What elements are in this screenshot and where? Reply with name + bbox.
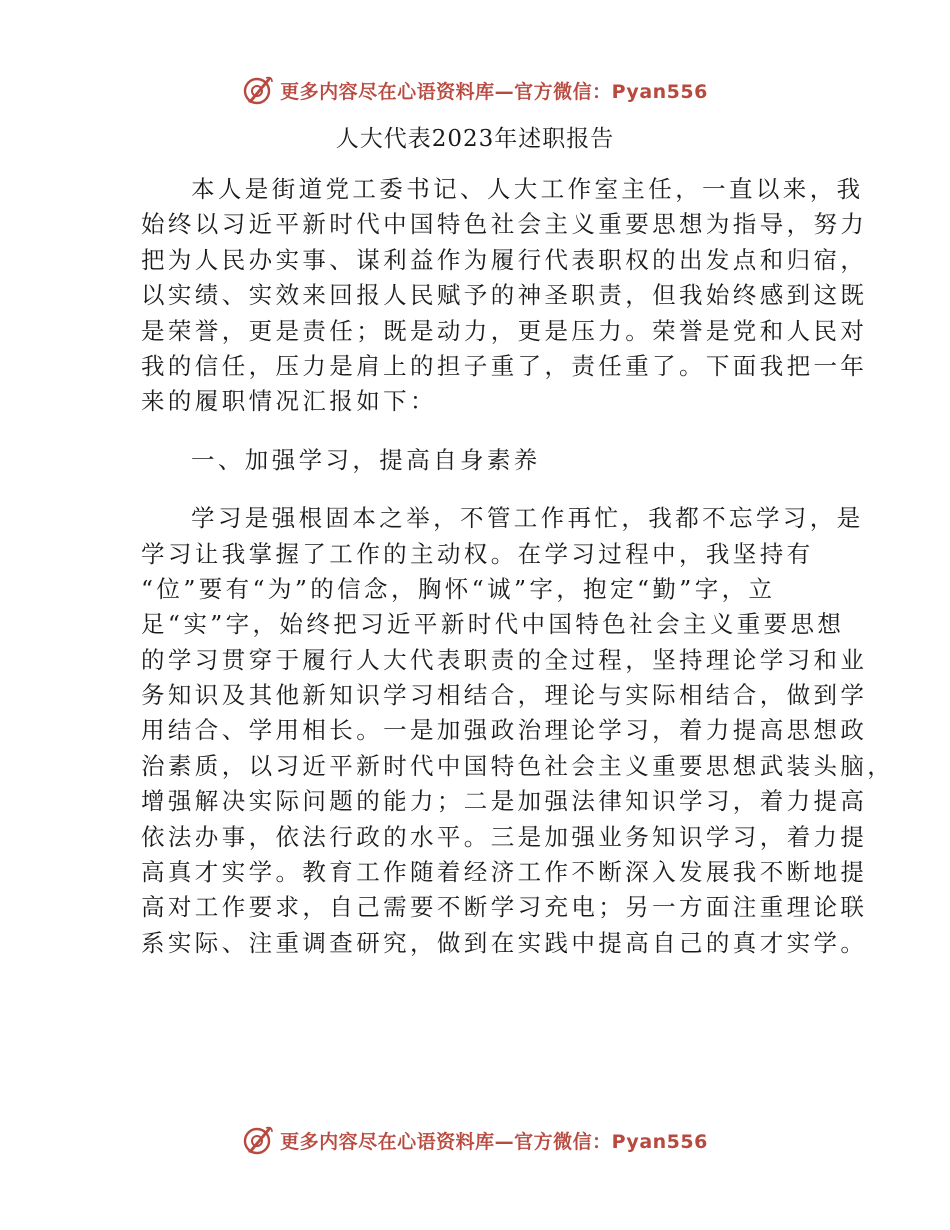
text-line: “位”要有“为”的信念，胸怀“诚”字，抱定“勤”字，立: [141, 574, 776, 603]
text-line: 的学习贯穿于履行人大代表职责的全过程，坚持理论学习和业: [141, 645, 868, 674]
quill-logo-icon: [242, 1124, 274, 1156]
text-line: 系实际、注重调查研究，做到在实践中提高自己的真才实学。: [141, 928, 868, 957]
header-banner: [0, 72, 950, 108]
text-line: 依法办事，依法行政的水平。三是加强业务知识学习，着力提: [141, 822, 868, 851]
document-title: 人大代表2023年述职报告: [335, 126, 615, 152]
banner-text: 更多内容尽在心语资料库—官方微信：Pyan556: [280, 1130, 708, 1153]
text-line: 把为人民办实事、谋利益作为履行代表职权的出发点和归宿，: [141, 245, 868, 274]
text-line: 治素质，以习近平新时代中国特色社会主义重要思想武装头脑，: [141, 751, 895, 780]
text-line: 本人是街道党工委书记、人大工作室主任，一直以来，我: [191, 175, 864, 203]
text-line: 增强解决实际问题的能力；二是加强法律知识学习，着力提高: [141, 787, 868, 816]
banner-text: 更多内容尽在心语资料库—官方微信：Pyan556: [280, 80, 708, 103]
text-line: 用结合、学用相长。一是加强政治理论学习，着力提高思想政: [141, 716, 868, 745]
text-line: 学习是强根固本之举，不管工作再忙，我都不忘学习，是: [191, 504, 864, 533]
section-heading: [141, 443, 813, 478]
text-line: 我的信任，压力是肩上的担子重了，责任重了。下面我把一年: [141, 351, 868, 380]
quill-logo-icon: [242, 74, 274, 106]
paragraph-study: [141, 501, 895, 961]
heading-line: 一、加强学习，提高自身素养: [191, 445, 541, 474]
text-line: 务知识及其他新知识学习相结合，理论与实际相结合，做到学: [141, 681, 868, 710]
text-line: 高对工作要求，自己需要不断学习充电；另一方面注重理论联: [141, 893, 868, 922]
text-line: 学习让我掌握了工作的主动权。在学习过程中，我坚持有: [141, 539, 814, 568]
paragraph-intro: [141, 172, 868, 420]
text-line: 是荣誉，更是责任；既是动力，更是压力。荣誉是党和人民对: [141, 316, 868, 345]
text-line: 足“实”字，始终把习近平新时代中国特色社会主义重要思想: [141, 610, 845, 639]
text-line: 始终以习近平新时代中国特色社会主义重要思想为指导，努力: [141, 210, 868, 239]
text-line: 以实绩、实效来回报人民赋予的神圣职责，但我始终感到这既: [141, 281, 868, 310]
document-body: [141, 172, 895, 961]
text-line: 高真才实学。教育工作随着经济工作不断深入发展我不断地提: [141, 858, 868, 887]
footer-banner: [0, 1122, 950, 1158]
text-line: 来的履职情况汇报如下：: [141, 387, 437, 416]
